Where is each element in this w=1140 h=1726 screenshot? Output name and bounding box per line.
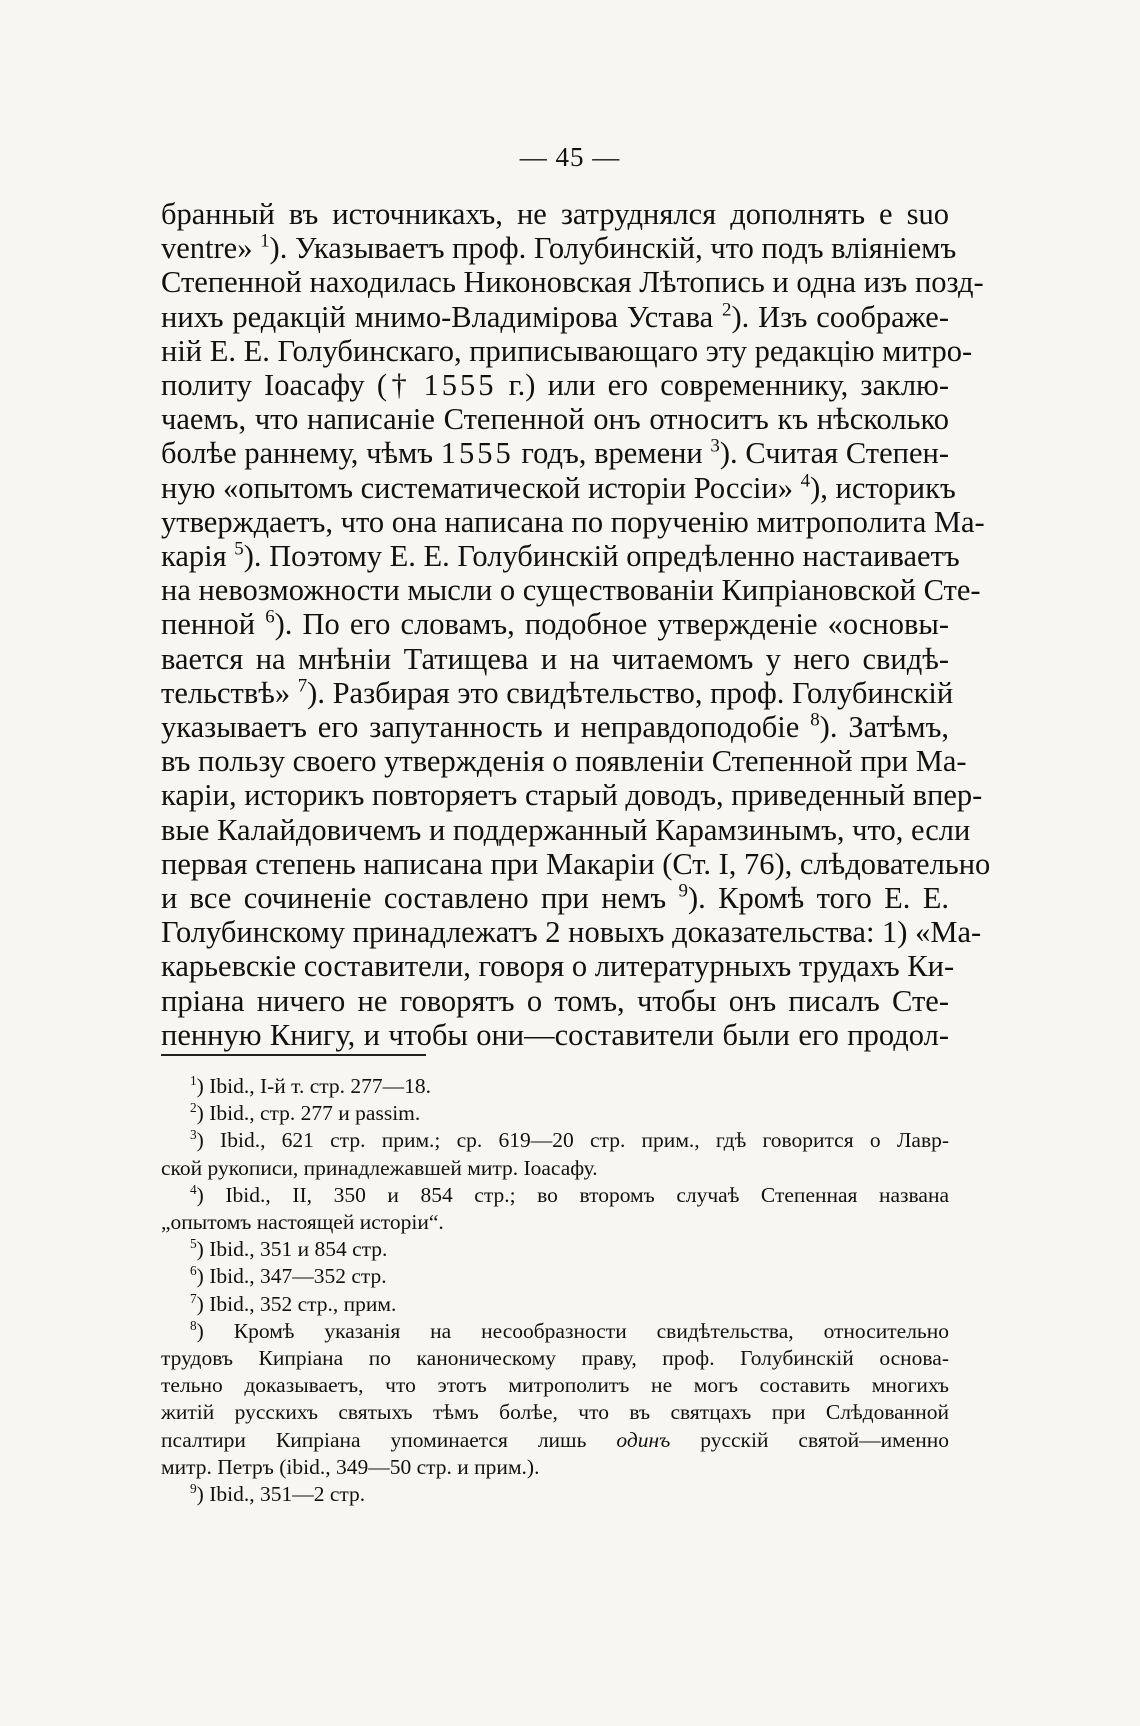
footnote-ref: 9 [678,880,688,902]
text-line [161,744,967,779]
text-line [161,812,971,847]
text-line [161,1018,949,1052]
footnote-ref: 3 [190,1127,197,1143]
page-number: — 45 — [519,142,621,172]
text-run: трудовъ Кипріана по каноническому праву, проф. Голубинскій основа- [161,1346,949,1371]
footnote-line [161,1073,949,1100]
text-line [161,675,954,710]
text-line [161,881,949,915]
text-run: вые Калайдовичемъ и поддержанный Карамзинымъ, что, если [161,812,971,847]
footnote-ref: 2 [722,298,732,320]
footnote-line [161,1291,949,1318]
text-line [161,469,956,505]
footnote-line [161,1399,949,1426]
footnote [161,1073,949,1100]
text-line [161,846,991,881]
text-line [161,230,957,266]
text-run: пенной [161,607,266,642]
footnote [161,1100,949,1127]
text-run: ) Ibid., II, 350 и 854 стр.; во второмъ случаѣ Степенная названа [196,1182,949,1207]
text-run: ) Ibid., 351—2 стр. [196,1482,366,1507]
text-run: ). Разбирая это свидѣтельство, проф. Голубинскій [307,675,954,710]
text-line [161,300,949,334]
text-line [161,915,982,950]
text-run: ) Ibid., стр. 277 и passim. [196,1101,421,1126]
text-run: ній Е. Е. Голубинскаго, приписывающаго эту редакцію митро- [161,333,973,368]
text-line [161,573,981,608]
footnote-line [161,1209,949,1236]
footnote [161,1236,949,1263]
footnote-ref: 9 [190,1480,197,1496]
footnote-line [161,1263,949,1290]
text-run: утверждаетъ, что она написана по порученію митрополита Ма- [161,504,985,539]
text-run: чаемъ, что написаніе Степенной онъ относитъ къ нѣсколько [161,402,949,437]
text-run: ) Ibid., 347—352 стр. [196,1264,387,1289]
spaced-number: 1555 [423,368,497,403]
footnote-line [161,1127,949,1154]
footnote-line [161,1155,949,1182]
text-run: ) Ibid., 352 стр., прим. [196,1291,397,1316]
text-line [161,402,949,436]
text-run: бранный въ источникахъ, не затруднялся дополнять e suo [161,197,949,231]
text-line [161,642,949,676]
text-line [161,778,983,813]
main-text [161,197,991,1052]
text-line [161,710,949,744]
footnote [161,1481,949,1508]
footnote-line [161,1481,949,1508]
footnote [161,1291,949,1318]
text-run: пенную Книгу, и чтобы они—составители были его продол- [161,1017,949,1052]
text-run: тельствѣ» [161,675,298,710]
footnote [161,1318,949,1481]
text-run: ). Считая Степен- [719,436,949,471]
text-run: пріана ничего не говорятъ о томъ, чтобы онъ писалъ Сте- [161,983,949,1018]
text-run: Голубинскому принадлежатъ 2 новыхъ доказательства: 1) «Ма- [161,915,982,950]
text-run: житій русскихъ святыхъ тѣмъ болѣе, что въ святцахъ при Слѣдованной [161,1400,949,1425]
footnote-line [161,1372,949,1399]
text-run: русскій святой—именно [670,1427,949,1452]
text-run: политу Іоасафу († [161,368,424,403]
text-run: указываетъ его запутанность и неправдоподобіе [161,710,811,745]
text-run: ), историкъ [810,470,956,505]
text-line [161,436,949,470]
footnote-ref: 6 [265,606,275,628]
text-run: первая степень написана при Макаріи (Ст. I, 76), слѣдовательно [161,846,991,881]
text-run: карьевскіе составители, говоря о литературныхъ трудахъ Ки- [161,949,955,984]
text-run: ную «опытомъ систематической исторіи Россіи» [161,470,801,505]
text-run: г.) или его современнику, заклю- [496,368,949,403]
footnote-ref: 4 [190,1181,197,1197]
text-line [161,504,985,539]
text-run: вается на мнѣніи Татищева и на читаемомъ у него свидѣ- [161,641,949,676]
text-run: Степенной находилась Никоновская Лѣтопись и одна изъ позд- [161,265,984,300]
text-run: ventre» [161,231,261,266]
text-run: каріи, историкъ повторяетъ старый доводъ, приведенный впер- [161,778,983,813]
text-run: карія [161,539,235,574]
footnote-line [161,1100,949,1127]
footnote [161,1263,949,1290]
footnote-ref: 5 [190,1235,197,1251]
text-run: ). Изъ соображе- [731,299,949,334]
text-run: болѣе раннему, чѣмъ [161,436,441,471]
text-run: ) Ibid., 621 стр. прим.; ср. 619—20 стр. прим., гдѣ говорится о Лавр- [196,1128,949,1153]
text-run: и все сочиненіе составлено при немъ [161,881,679,916]
text-run: ). По его словамъ, подобное утвержденіе «основы- [274,607,949,642]
footnote [161,1127,949,1181]
text-run: „опытомъ настоящей исторіи“. [161,1210,444,1235]
footnote [161,1182,949,1236]
spaced-number: 1555 [440,436,514,471]
footnote-ref: 1 [260,230,270,252]
text-run: ) Кромѣ указанія на несообразности свидѣтельства, относительно [196,1318,949,1343]
footnote-ref: 7 [297,675,308,697]
footnote-ref: 8 [810,709,820,731]
text-line [161,984,949,1018]
text-run: тельно доказываетъ, что этотъ митрополитъ не могъ составить многихъ [161,1373,949,1398]
text-run: ). Затѣмъ, [819,710,949,745]
footnote-ref: 4 [800,469,811,491]
text-line [161,368,949,402]
footnote-line [161,1182,949,1209]
text-run: ). Указываетъ проф. Голубинскій, что подъ вліяніемъ [269,231,957,266]
text-run: годъ, времени [513,436,711,471]
text-run: ). Кромѣ того Е. Е. [687,881,949,916]
text-line [161,949,955,984]
footnote-line [161,1318,949,1345]
text-run: въ пользу своего утвержденія о появленіи Степенной при Ма- [161,744,967,779]
footnote-ref: 5 [234,538,244,560]
footnote-ref: 2 [190,1099,197,1115]
text-run: на невозможности мысли о существованіи Кипріановской Сте- [161,573,981,608]
footnote-divider [161,1054,426,1056]
text-run: ) Ibid., I-й т. стр. 277—18. [196,1074,432,1098]
text-run: ). Поэтому Е. Е. Голубинскій опредѣленно настаиваетъ [243,539,960,574]
footnote-ref: 3 [710,435,720,457]
emphasis: одинъ [616,1427,671,1452]
text-run: ) Ibid., 351 и 854 стр. [196,1237,388,1262]
text-line [161,538,960,574]
text-line [161,265,984,300]
footnotes [161,1073,949,1508]
footnote-ref: 6 [190,1263,197,1279]
text-run: нихъ редакцій мнимо-Владимірова Устава [161,299,722,334]
text-run: ской рукописи, принадлежавшей митр. Іоасафу. [161,1155,598,1180]
footnote-line [161,1427,949,1454]
footnote-line [161,1236,949,1263]
text-line [161,197,949,231]
footnote-line [161,1454,949,1481]
text-run: псалтири Кипріана упоминается лишь [161,1427,617,1452]
footnote-ref: 8 [190,1317,197,1333]
footnote-line [161,1345,949,1372]
text-line [161,333,973,368]
footnote-ref: 7 [190,1290,197,1306]
text-run: митр. Петръ (ibid., 349—50 стр. и прим.). [161,1454,540,1479]
footnote-ref: 1 [190,1072,197,1088]
text-line [161,607,949,641]
